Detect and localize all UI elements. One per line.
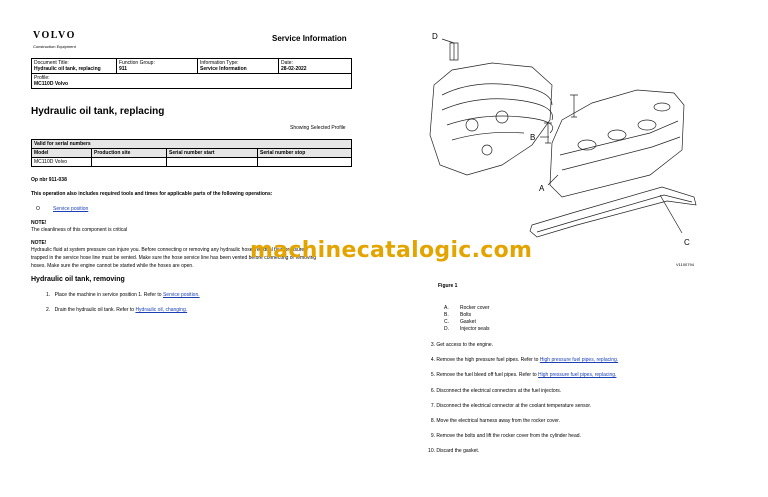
note2-title: NOTE!: [31, 240, 47, 246]
step-text: Discard the gasket.: [436, 448, 480, 454]
step-number: 2.: [46, 307, 51, 313]
legend-text: Rocker cover: [460, 305, 490, 311]
doc-title-cell: [32, 59, 117, 74]
callout-b: B: [530, 133, 536, 142]
date-cell: [279, 59, 352, 74]
callout-c: C: [684, 238, 690, 247]
step-text: Move the electrical harness away from the rocker cover.: [436, 418, 561, 424]
profile-label: Profile:: [34, 75, 50, 81]
figure-label: Figure 1: [438, 283, 458, 289]
injector-seal-shape: [450, 43, 458, 60]
step-text: Place the machine in service position 1. Refer to: [54, 292, 163, 298]
legend-item-b: [444, 312, 471, 318]
step-5: [425, 372, 616, 378]
cover-boss: [608, 130, 626, 140]
serial-cell-site: [92, 158, 167, 167]
fuel-pipe: [442, 99, 553, 120]
note1-text: The cleanliness of this component is critical: [31, 227, 128, 233]
step-2: [46, 307, 187, 313]
serial-header-model: Model: [32, 149, 92, 158]
step-text: Disconnect the electrical connector at the coolant temperature sensor.: [436, 403, 592, 409]
operation-bullet: O: [36, 206, 40, 212]
step-number: 6.: [430, 388, 435, 394]
injector-shape: [496, 111, 508, 123]
step-text: Remove the bolts and lift the rocker cover from the cylinder head.: [436, 433, 581, 439]
func-group-cell: [117, 59, 198, 74]
callout-a: A: [539, 184, 545, 193]
info-type-value: Service Information: [200, 66, 247, 72]
fuel-pipe: [442, 84, 552, 105]
step-6: [425, 388, 561, 394]
oil-changing-link[interactable]: Hydraulic oil, changing.: [135, 307, 188, 313]
legend-text: Injector seals: [460, 326, 490, 332]
serial-cell-stop: [258, 158, 352, 167]
func-group-label: Function Group:: [119, 60, 155, 66]
step-text: Remove the fuel bleed off fuel pipes. Refer to: [436, 372, 539, 378]
service-position-link[interactable]: Service position: [53, 206, 89, 212]
showing-profile-text: Showing Selected Profile: [290, 125, 346, 131]
fuel-pipe: [452, 132, 524, 140]
service-position-link-step1[interactable]: Service position.: [162, 292, 200, 298]
note2-line2: trapped in the service hose line must be vented. Make sure the hose service line has been vented before connecting or removing: [31, 255, 317, 261]
header-title: Service Information: [272, 34, 347, 43]
serial-header-site: Production site: [92, 149, 167, 158]
note2-line3: hoses. Make sure the engine cannot be started while the hoses are open.: [31, 263, 194, 269]
func-group-value: 911: [119, 66, 128, 72]
note1-title: NOTE!: [31, 220, 47, 226]
step-number: 8.: [430, 418, 435, 424]
step-number: 3.: [430, 342, 435, 348]
profile-cell: [32, 74, 352, 89]
info-type-cell: [198, 59, 279, 74]
figure-image-id: V1100794: [676, 262, 694, 267]
step-1: [46, 292, 200, 298]
legend-text: Gasket: [460, 319, 476, 325]
step-4: [425, 357, 618, 363]
hp-fuel-pipes-link[interactable]: High pressure fuel pipes, replacing.: [539, 357, 619, 363]
serial-header-start: Serial number start: [167, 149, 258, 158]
op-number: Op nbr 911-038: [31, 177, 67, 183]
callout-leader-d: [442, 39, 454, 43]
legend-item-d: [444, 326, 489, 332]
volvo-logo: VOLVO: [33, 30, 76, 41]
doc-title-value: Hydraulic oil tank, replacing: [34, 66, 101, 72]
serial-cell-start: [167, 158, 258, 167]
operation-note: This operation also includes required tools and times for applicable parts of the following operations:: [31, 191, 273, 197]
step-number: 5.: [430, 372, 435, 378]
step-7: [425, 403, 591, 409]
page-title: Hydraulic oil tank, replacing: [31, 106, 165, 117]
serial-header-stop: Serial number stop: [258, 149, 352, 158]
date-value: 28-02-2022: [281, 66, 307, 72]
note2-line1: Hydraulic fluid at system pressure can injure you. Before connecting or removing any hydraulic hose, residual fluid pressure: [31, 247, 305, 253]
serial-table-caption: Valid for serial numbers: [32, 140, 352, 149]
injector-shape: [482, 145, 492, 155]
legend-key: D.: [444, 326, 449, 332]
document-meta-table: [31, 58, 352, 89]
callout-d: D: [432, 32, 438, 41]
section-heading-removing: Hydraulic oil tank, removing: [31, 276, 125, 283]
step-text: Get access to the engine.: [436, 342, 494, 348]
legend-key: C.: [444, 319, 449, 325]
watermark-text: machinecatalogic.com: [250, 238, 533, 263]
fuel-pipe: [447, 116, 553, 133]
step-text: Remove the high pressure fuel pipes. Refer to: [436, 357, 540, 363]
legend-item-a: [444, 305, 489, 311]
bolt-shape: [570, 95, 578, 117]
step-8: [425, 418, 560, 424]
callout-leader-a: [548, 175, 558, 185]
cover-boss: [654, 103, 670, 111]
logo-subtitle: Construction Equipment: [33, 44, 76, 49]
serial-cell-model: MC110D Volvo: [32, 158, 92, 167]
hp-fuel-pipes-link-2[interactable]: High pressure fuel pipes, replacing.: [538, 372, 617, 378]
gasket-shape: [530, 187, 696, 237]
callout-leader-c: [660, 195, 682, 233]
step-number: 10.: [428, 448, 435, 454]
step-number: 1.: [46, 292, 51, 298]
step-text: Drain the hydraulic oil tank. Refer to: [54, 307, 136, 313]
date-label: Date:: [281, 60, 293, 66]
legend-key: B.: [444, 312, 449, 318]
serial-number-table: [31, 139, 352, 167]
step-text: Disconnect the electrical connectors at the fuel injectors.: [436, 388, 562, 394]
legend-text: Bolts: [460, 312, 472, 318]
info-type-label: Information Type:: [200, 60, 239, 66]
step-9: [425, 433, 581, 439]
step-number: 9.: [430, 433, 435, 439]
rocker-cover-ridge: [560, 121, 678, 155]
injector-shape: [466, 119, 478, 131]
engine-block-shape: [430, 63, 552, 175]
bolt-shape: [544, 123, 552, 143]
step-10: [422, 448, 479, 454]
table-row: [32, 158, 352, 167]
step-number: 4.: [430, 357, 435, 363]
engine-figure: [412, 25, 712, 270]
profile-value: MC110D Volvo: [34, 81, 69, 87]
step-3: [425, 342, 493, 348]
legend-key: A.: [444, 305, 449, 311]
legend-item-c: [444, 319, 476, 325]
doc-title-label: Document Title:: [34, 60, 69, 66]
cover-boss: [638, 120, 656, 130]
step-number: 7.: [430, 403, 435, 409]
rocker-cover-shape: [550, 90, 684, 197]
